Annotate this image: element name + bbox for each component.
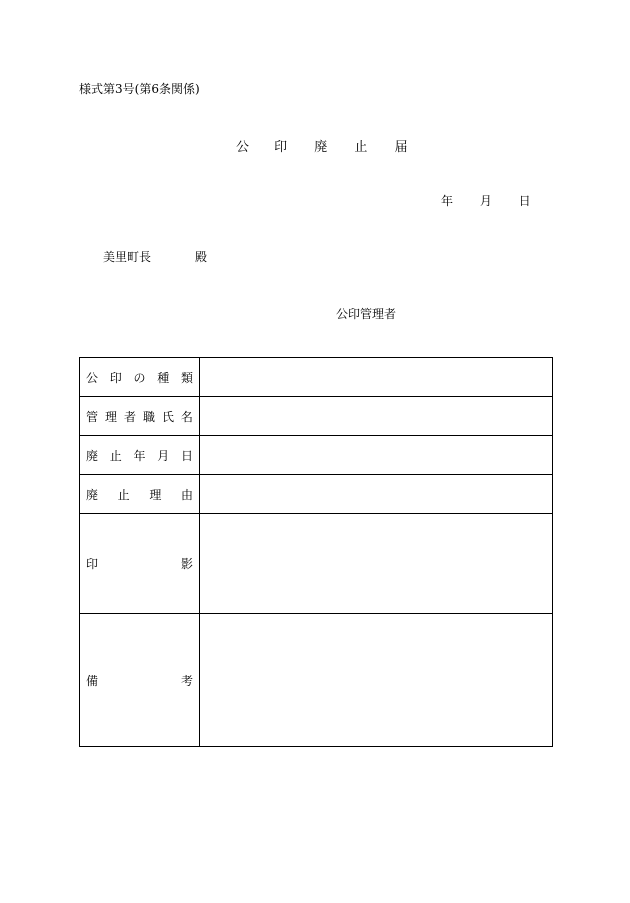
title-char: 公 (236, 140, 250, 155)
seal-type-field[interactable] (200, 358, 553, 397)
row-label-seal-type: 公 印 の 種 類 (80, 358, 200, 397)
form-number: 様式第3号(第6条関係) (79, 82, 200, 96)
table-row (80, 614, 553, 747)
row-label-manager-title-name: 管 理 者 職 氏 名 (80, 397, 200, 436)
table-row (80, 358, 553, 397)
table-row (80, 436, 553, 475)
addressee-name: 美里町長 (103, 250, 152, 264)
table-row (80, 475, 553, 514)
remarks-field[interactable] (200, 614, 553, 747)
title-char: 届 (394, 140, 408, 155)
seal-impression-field[interactable] (200, 514, 553, 614)
abolition-date-field[interactable] (200, 436, 553, 475)
addressee-honorific: 殿 (195, 250, 208, 264)
table-row (80, 397, 553, 436)
date-year-label: 年 (441, 194, 454, 208)
table-row (80, 514, 553, 614)
abolition-reason-field[interactable] (200, 475, 553, 514)
applicant-label: 公印管理者 (336, 307, 397, 321)
date-month-label: 月 (479, 194, 492, 208)
form-table (79, 357, 553, 747)
title-char: 止 (354, 140, 368, 155)
addressee (103, 248, 207, 265)
submission-date (441, 192, 531, 209)
document-title (236, 136, 408, 155)
row-label-remarks: 備 考 (80, 614, 200, 747)
title-char: 廃 (314, 140, 328, 155)
title-char: 印 (274, 140, 288, 155)
row-label-seal-impression: 印 影 (80, 514, 200, 614)
manager-title-name-field[interactable] (200, 397, 553, 436)
date-day-label: 日 (518, 194, 531, 208)
row-label-abolition-reason: 廃 止 理 由 (80, 475, 200, 514)
row-label-abolition-date: 廃 止 年 月 日 (80, 436, 200, 475)
